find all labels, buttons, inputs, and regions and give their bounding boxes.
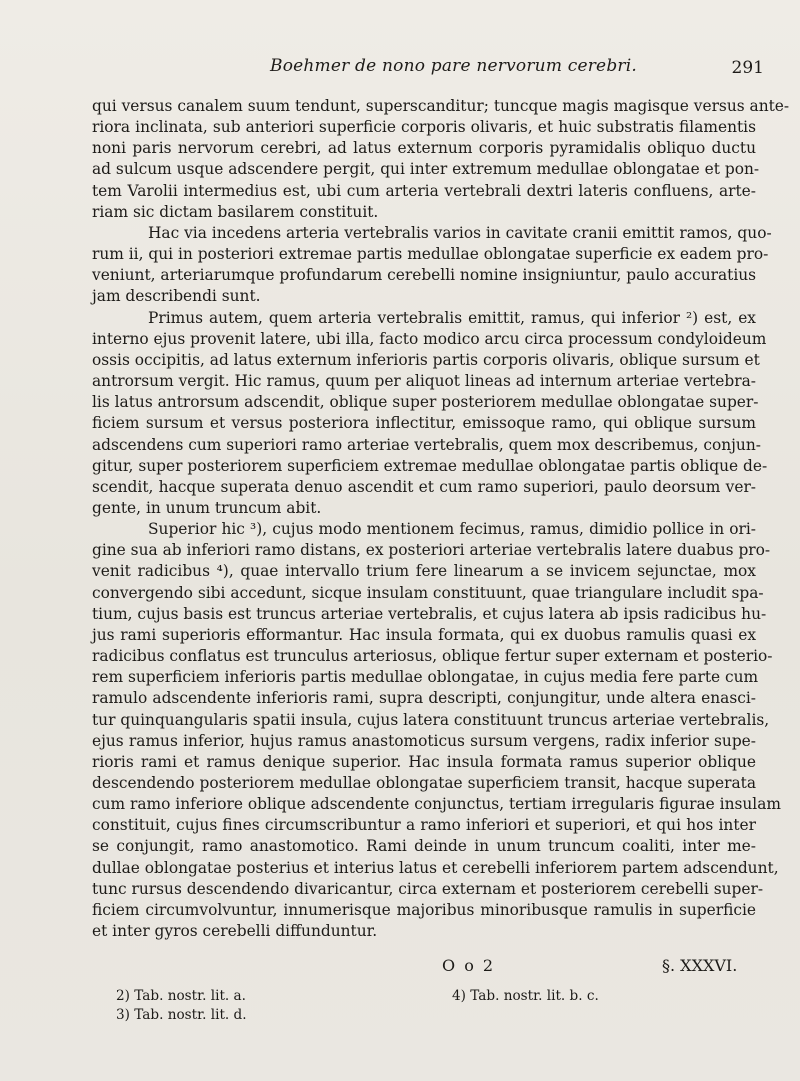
- footnote: 3) Tab. nostr. lit. d.: [116, 1007, 247, 1023]
- text-line: rem superficiem inferioris partis medullae oblongatae, in cujus media fere parte cum: [92, 668, 759, 687]
- text-line: Hac via incedens arteria vertebralis varios in cavitate cranii emittit ramos, quo-: [148, 223, 772, 242]
- text-line: ramulo adscendente inferioris rami, supra descripti, conjungitur, unde altera enasci-: [92, 689, 756, 708]
- text-line: et inter gyros cerebelli diffunduntur.: [92, 922, 378, 941]
- text-line: antrorsum vergit. Hic ramus, quum per aliquot lineas ad internum arteriae vertebra-: [92, 372, 756, 391]
- text-line: scendit, hacque superata denuo ascendit et cum ramo superiori, paulo deorsum ver-: [92, 477, 756, 496]
- text-line: jam describendi sunt.: [92, 287, 261, 306]
- text-line: descendendo posteriorem medullae oblongatae superficiem transit, hacque superata: [92, 774, 756, 792]
- signature-row: [0, 952, 800, 978]
- text-line: ficiem circumvolvuntur, innumerisque majoribus minoribusque ramulis in superficie: [92, 900, 756, 919]
- text-line: se conjungit, ramo anastomotico. Rami deinde in unum truncum coaliti, inter me-: [92, 837, 756, 856]
- text-line: jus rami superioris efformantur. Hac insula formata, qui ex duobus ramulis quasi ex: [92, 625, 756, 644]
- footnote: 4) Tab. nostr. lit. b. c.: [452, 988, 599, 1004]
- text-line: tunc rursus descendendo divaricantur, circa externam et posteriorem cerebelli super-: [92, 879, 764, 898]
- text-line: tur quinquangularis spatii insula, cujus latera constituunt truncus arteriae vertebralis,: [92, 710, 770, 729]
- body-text: [92, 96, 790, 942]
- page-header: [0, 56, 800, 80]
- text-line: qui versus canalem suum tendunt, superscanditur; tuncque magis magisque versus ante-: [92, 97, 790, 115]
- text-line: Superior hic ³), cujus modo mentionem fecimus, ramus, dimidio pollice in ori-: [148, 520, 756, 539]
- text-line: Primus autem, quem arteria vertebralis emittit, ramus, qui inferior ²) est, ex: [148, 308, 756, 327]
- text-line: riora inclinata, sub anteriori superficie corporis olivaris, et huic substratis filamentis: [92, 118, 756, 137]
- text-line: constituit, cujus fines circumscribuntur a ramo inferiori et superiori, et qui hos inter: [92, 816, 756, 835]
- text-line: cum ramo inferiore oblique adscendente conjunctus, tertiam irregularis figurae insulam: [92, 795, 781, 814]
- text-line: ad sulcum usque adscendere pergit, qui inter extremum medullae oblongatae et pon-: [92, 160, 760, 179]
- catchword-section-marker: §. XXXVI.: [662, 956, 738, 975]
- text-line: venit radicibus ⁴), quae intervallo trium fere linearum a se invicem sejunctae, mox: [92, 562, 756, 581]
- text-line: convergendo sibi accedunt, sicque insulam constituunt, quae triangulare includit spa-: [92, 583, 764, 602]
- text-line: rioris rami et ramus denique superior. Hac insula formata ramus superior oblique: [92, 752, 756, 771]
- text-line: tem Varolii intermedius est, ubi cum arteria vertebrali dextri lateris confluens, arte-: [92, 181, 756, 200]
- text-line: gente, in unum truncum abit.: [92, 498, 322, 517]
- text-line: ejus ramus inferior, hujus ramus anastomoticus sursum vergens, radix inferior supe-: [92, 731, 756, 750]
- text-line: veniunt, arteriarumque profundarum cerebelli nomine insigniuntur, paulo accuratius: [92, 266, 757, 285]
- text-line: adscendens cum superiori ramo arteriae vertebralis, quem mox describemus, conjun-: [92, 435, 761, 454]
- text-line: dullae oblongatae posterius et interius latus et cerebelli inferiorem partem adscendunt,: [92, 858, 779, 877]
- running-title: Boehmer de nono pare nervorum cerebri.: [270, 56, 637, 76]
- text-line: lis latus antrorsum adscendit, oblique super posteriorem medullae oblongatae super-: [92, 393, 759, 412]
- text-line: ossis occipitis, ad latus externum inferioris partis corporis olivaris, oblique sursum et: [92, 350, 760, 369]
- page-number: 291: [731, 58, 764, 78]
- text-line: radicibus conflatus est trunculus arteriosus, oblique fertur super externam et posterio-: [92, 647, 773, 666]
- text-line: interno ejus provenit latere, ubi illa, facto modico arcu circa processum condyloideum: [92, 329, 767, 348]
- text-line: noni paris nervorum cerebri, ad latus externum corporis pyramidalis obliquo ductu: [92, 139, 756, 158]
- footnote: 2) Tab. nostr. lit. a.: [116, 988, 246, 1004]
- text-line: gitur, super posteriorem superficiem extremae medullae oblongatae partis oblique de-: [92, 456, 768, 475]
- text-line: gine sua ab inferiori ramo distans, ex posteriori arteriae vertebralis latere duabus pro-: [92, 541, 771, 560]
- text-line: riam sic dictam basilarem constituit.: [92, 202, 379, 221]
- text-line: rum ii, qui in posteriori extremae partis medullae oblongatae superficie ex eadem pro-: [92, 245, 769, 264]
- printer-signature: O o 2: [442, 956, 496, 975]
- text-line: ficiem sursum et versus posteriora inflectitur, emissoque ramo, qui oblique sursum: [92, 414, 756, 433]
- text-line: tium, cujus basis est truncus arteriae vertebralis, et cujus latera ab ipsis radicibus hu-: [92, 604, 767, 623]
- footnotes: [0, 984, 800, 1024]
